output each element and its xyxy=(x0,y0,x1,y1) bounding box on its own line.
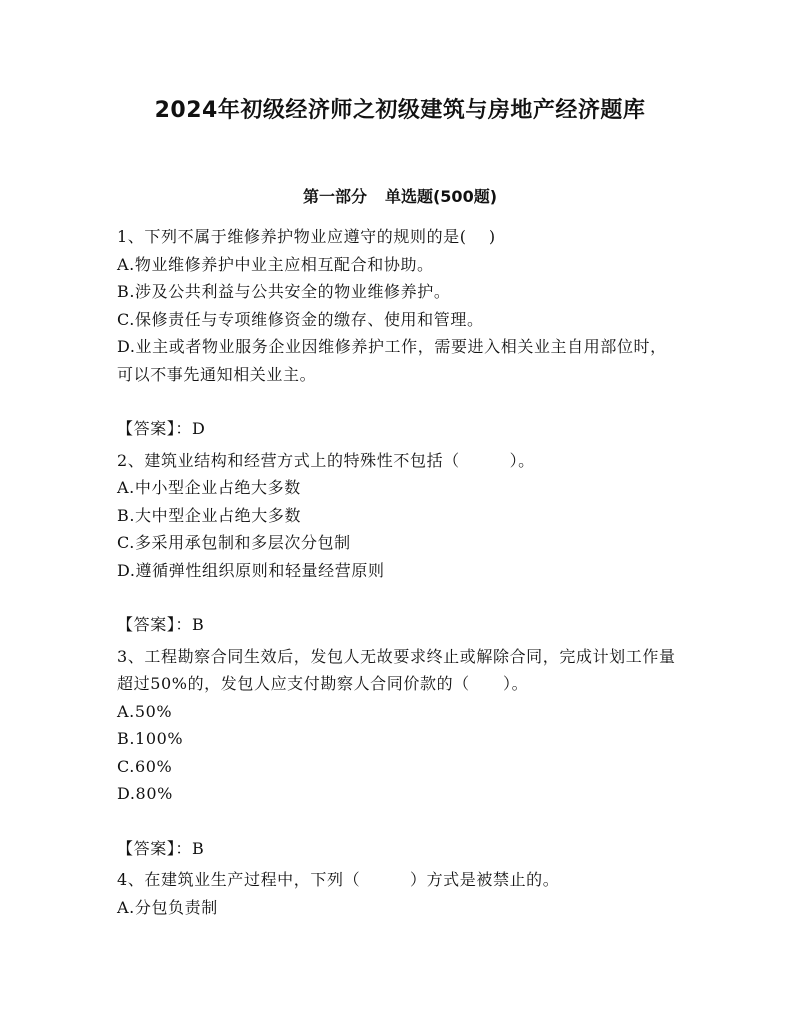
question-stem: 1、下列不属于维修养护物业应遵守的规则的是( ) xyxy=(117,227,496,246)
option-a: A.中小型企业占绝大多数 xyxy=(117,478,301,497)
question-stem: 3、工程勘察合同生效后，发包人无故要求终止或解除合同，完成计划工作量超过50%的，发包人应支付勘察人合同价款的（ ）。 xyxy=(117,646,676,693)
option-b: B.大中型企业占绝大多数 xyxy=(117,505,302,525)
section-heading xyxy=(0,184,800,207)
answer-label: 【答案】： xyxy=(117,615,193,634)
document-title: 2024年初级经济师之初级建筑与房地产经济题库 xyxy=(154,98,646,123)
answer-line xyxy=(117,835,677,863)
option-d: D.80% xyxy=(117,784,173,803)
option-c: C.保修责任与专项维修资金的缴存、使用和管理。 xyxy=(117,309,484,329)
option-c: C.60% xyxy=(117,756,173,776)
question-stem: 4、在建筑业生产过程中，下列（ ）方式是被禁止的。 xyxy=(117,870,560,889)
section-subtitle: 单选题(500题) xyxy=(384,187,498,206)
question-1 xyxy=(117,223,677,443)
option-a: A.50% xyxy=(117,701,173,721)
option-a: A.物业维修养护中业主应相互配合和协助。 xyxy=(117,254,434,274)
section-name: 第一部分 xyxy=(302,187,367,206)
answer-label: 【答案】： xyxy=(117,838,193,858)
answer-line xyxy=(117,415,677,443)
answer-value: D xyxy=(192,419,206,438)
option-b: B.涉及公共利益与公共安全的物业维修养护。 xyxy=(117,282,451,301)
option-c: C.多采用承包制和多层次分包制 xyxy=(117,533,351,552)
question-3 xyxy=(117,643,677,863)
option-d: D.遵循弹性组织原则和轻量经营原则 xyxy=(117,560,385,580)
option-d: D.业主或者物业服务企业因维修养护工作，需要进入相关业主自用部位时，可以不事先通知相关业主。 xyxy=(117,337,667,384)
answer-value: B xyxy=(192,838,205,858)
question-list xyxy=(117,223,677,921)
question-stem: 2、建筑业结构和经营方式上的特殊性不包括（ ）。 xyxy=(117,450,535,470)
answer-label: 【答案】： xyxy=(117,419,193,438)
answer-line xyxy=(117,611,677,639)
option-a: A.分包负责制 xyxy=(117,897,218,917)
option-b: B.100% xyxy=(117,729,184,748)
question-2 xyxy=(117,447,677,639)
answer-value: B xyxy=(192,615,205,634)
question-4 xyxy=(117,866,677,921)
